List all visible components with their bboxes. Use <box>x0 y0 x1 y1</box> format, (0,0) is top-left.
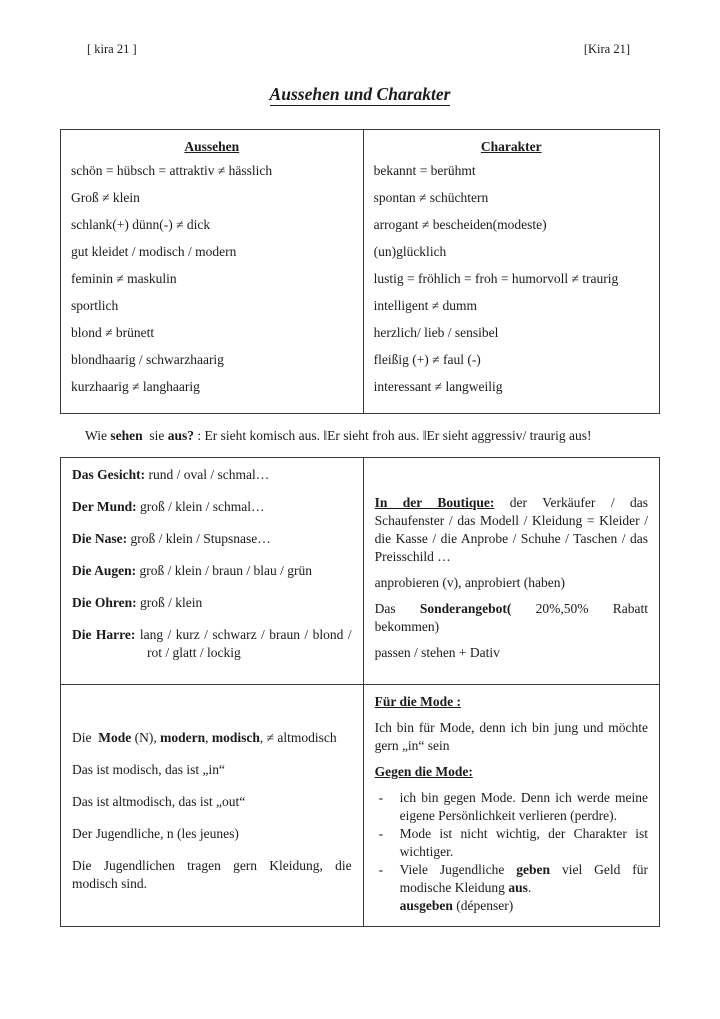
vocab-header-aussehen-text: Aussehen <box>184 139 240 154</box>
haare-line: Die Harre: lang / kurz / schwarz / braun / blond / rot / glatt / lockig <box>72 627 352 660</box>
augen-line: Die Augen: groß / klein / braun / blau / grün <box>72 563 312 578</box>
vocab-item: feminin ≠ maskulin <box>71 271 177 286</box>
vocab-item: Groß ≠ klein <box>71 190 140 205</box>
vocab-header-aussehen <box>71 138 353 156</box>
vocab-item: arrogant ≠ bescheiden(modeste) <box>373 217 547 232</box>
bullet-dash: - <box>378 790 384 805</box>
fuer-die-mode-heading: Für die Mode : <box>374 694 461 709</box>
vocab-item: spontan ≠ schüchtern <box>373 190 489 205</box>
altmodisch-out-line: Das ist altmodisch, das ist „out“ <box>72 794 246 809</box>
vocab-list-aussehen <box>71 162 353 396</box>
bullet-gegen-3: - Viele Jugendliche geben viel Geld für modische Kleidung aus. <box>378 862 652 895</box>
cell-mode-begriffe <box>61 685 364 926</box>
bullet-gegen-2: - Mode ist nicht wichtig, der Charakter ist wichtiger. <box>378 826 652 859</box>
document-title-text: Aussehen und Charakter <box>269 84 451 104</box>
anprobieren-line: anprobieren (v), anprobiert (haben) <box>374 575 565 590</box>
vocab-item: kurzhaarig ≠ langhaarig <box>71 379 200 394</box>
vocab-header-charakter <box>374 138 649 156</box>
detail-table <box>60 457 660 927</box>
vocab-header-charakter-text: Charakter <box>480 139 542 154</box>
vocab-item: intelligent ≠ dumm <box>373 298 477 313</box>
mund-line: Der Mund: groß / klein / schmal… <box>72 499 265 514</box>
header-left-text: [ kira 21 ] <box>87 42 137 56</box>
cell-gesicht-merkmale <box>61 458 364 685</box>
vocab-item: schlank(+) dünn(-) ≠ dick <box>71 217 211 232</box>
header-right-text: [Kira 21] <box>583 42 630 56</box>
vocab-item: sportlich <box>71 298 119 313</box>
vocab-item: schön = hübsch = attraktiv ≠ hässlich <box>71 163 273 178</box>
vocab-item: gut kleidet / modisch / modern <box>71 244 237 259</box>
vocab-item: fleißig (+) ≠ faul (-) <box>373 352 481 367</box>
vocab-item: (un)glücklich <box>373 244 447 259</box>
example-sentence <box>85 427 660 445</box>
modisch-in-line: Das ist modisch, das ist „in“ <box>72 762 225 777</box>
mode-line: Die Mode (N), modern, modisch, ≠ altmodisch <box>72 730 337 745</box>
vocab-list-charakter <box>374 162 649 396</box>
vocab-item: blondhaarig / schwarzhaarig <box>71 352 224 367</box>
nase-line: Die Nase: groß / klein / Stupsnase… <box>72 531 271 546</box>
sonderangebot-line2: bekommen) <box>374 619 440 634</box>
example-sentence-text: Wie sehen sie aus? : Er sieht komisch aus. ‖Er sieht froh aus. ‖Er sieht aggressiv/ traurig aus! <box>85 428 592 443</box>
page-header <box>60 40 660 58</box>
vocab-item: bekannt = berühmt <box>373 163 476 178</box>
vocab-item: lustig = fröhlich = froh = humorvoll ≠ traurig <box>373 271 619 286</box>
fuer-die-mode-text: Ich bin für Mode, denn ich bin jung und möchte gern „in“ sein <box>374 720 648 753</box>
bullet-dash: - <box>378 862 384 877</box>
vocab-table <box>60 129 660 414</box>
boutique-line: In der Boutique: der Verkäufer / das Schaufenster / das Modell / Kleidung = Kleider / die Kasse / die Anprobe / Schuhe / Taschen / das Preisschild … <box>374 495 648 564</box>
vocab-column-charakter <box>364 130 659 413</box>
document-title <box>60 84 660 104</box>
vocab-item: blond ≠ brünett <box>71 325 155 340</box>
bullet-gegen-1: - ich bin gegen Mode. Denn ich werde meine eigene Persönlichkeit verlieren (perdre). <box>378 790 652 823</box>
gesicht-line: Das Gesicht: rund / oval / schmal… <box>72 467 270 482</box>
ausgeben-line: ausgeben (dépenser) <box>399 898 514 913</box>
cell-boutique <box>364 458 659 685</box>
sonderangebot-line: Das Sonderangebot( 20%,50% Rabatt <box>374 601 648 616</box>
vocab-item: interessant ≠ langweilig <box>373 379 503 394</box>
bullet-dash: - <box>378 826 384 841</box>
gegen-die-mode-heading: Gegen die Mode: <box>374 764 473 779</box>
vocab-item: herzlich/ lieb / sensibel <box>373 325 499 340</box>
ohren-line: Die Ohren: groß / klein <box>72 595 203 610</box>
cell-mode-meinungen <box>364 685 659 926</box>
jugendliche-line: Der Jugendliche, n (les jeunes) <box>72 826 239 841</box>
passen-line: passen / stehen + Dativ <box>374 645 500 660</box>
jugendlichen-line: Die Jugendlichen tragen gern Kleidung, die modisch sind. <box>72 858 352 891</box>
vocab-column-aussehen <box>61 130 364 413</box>
